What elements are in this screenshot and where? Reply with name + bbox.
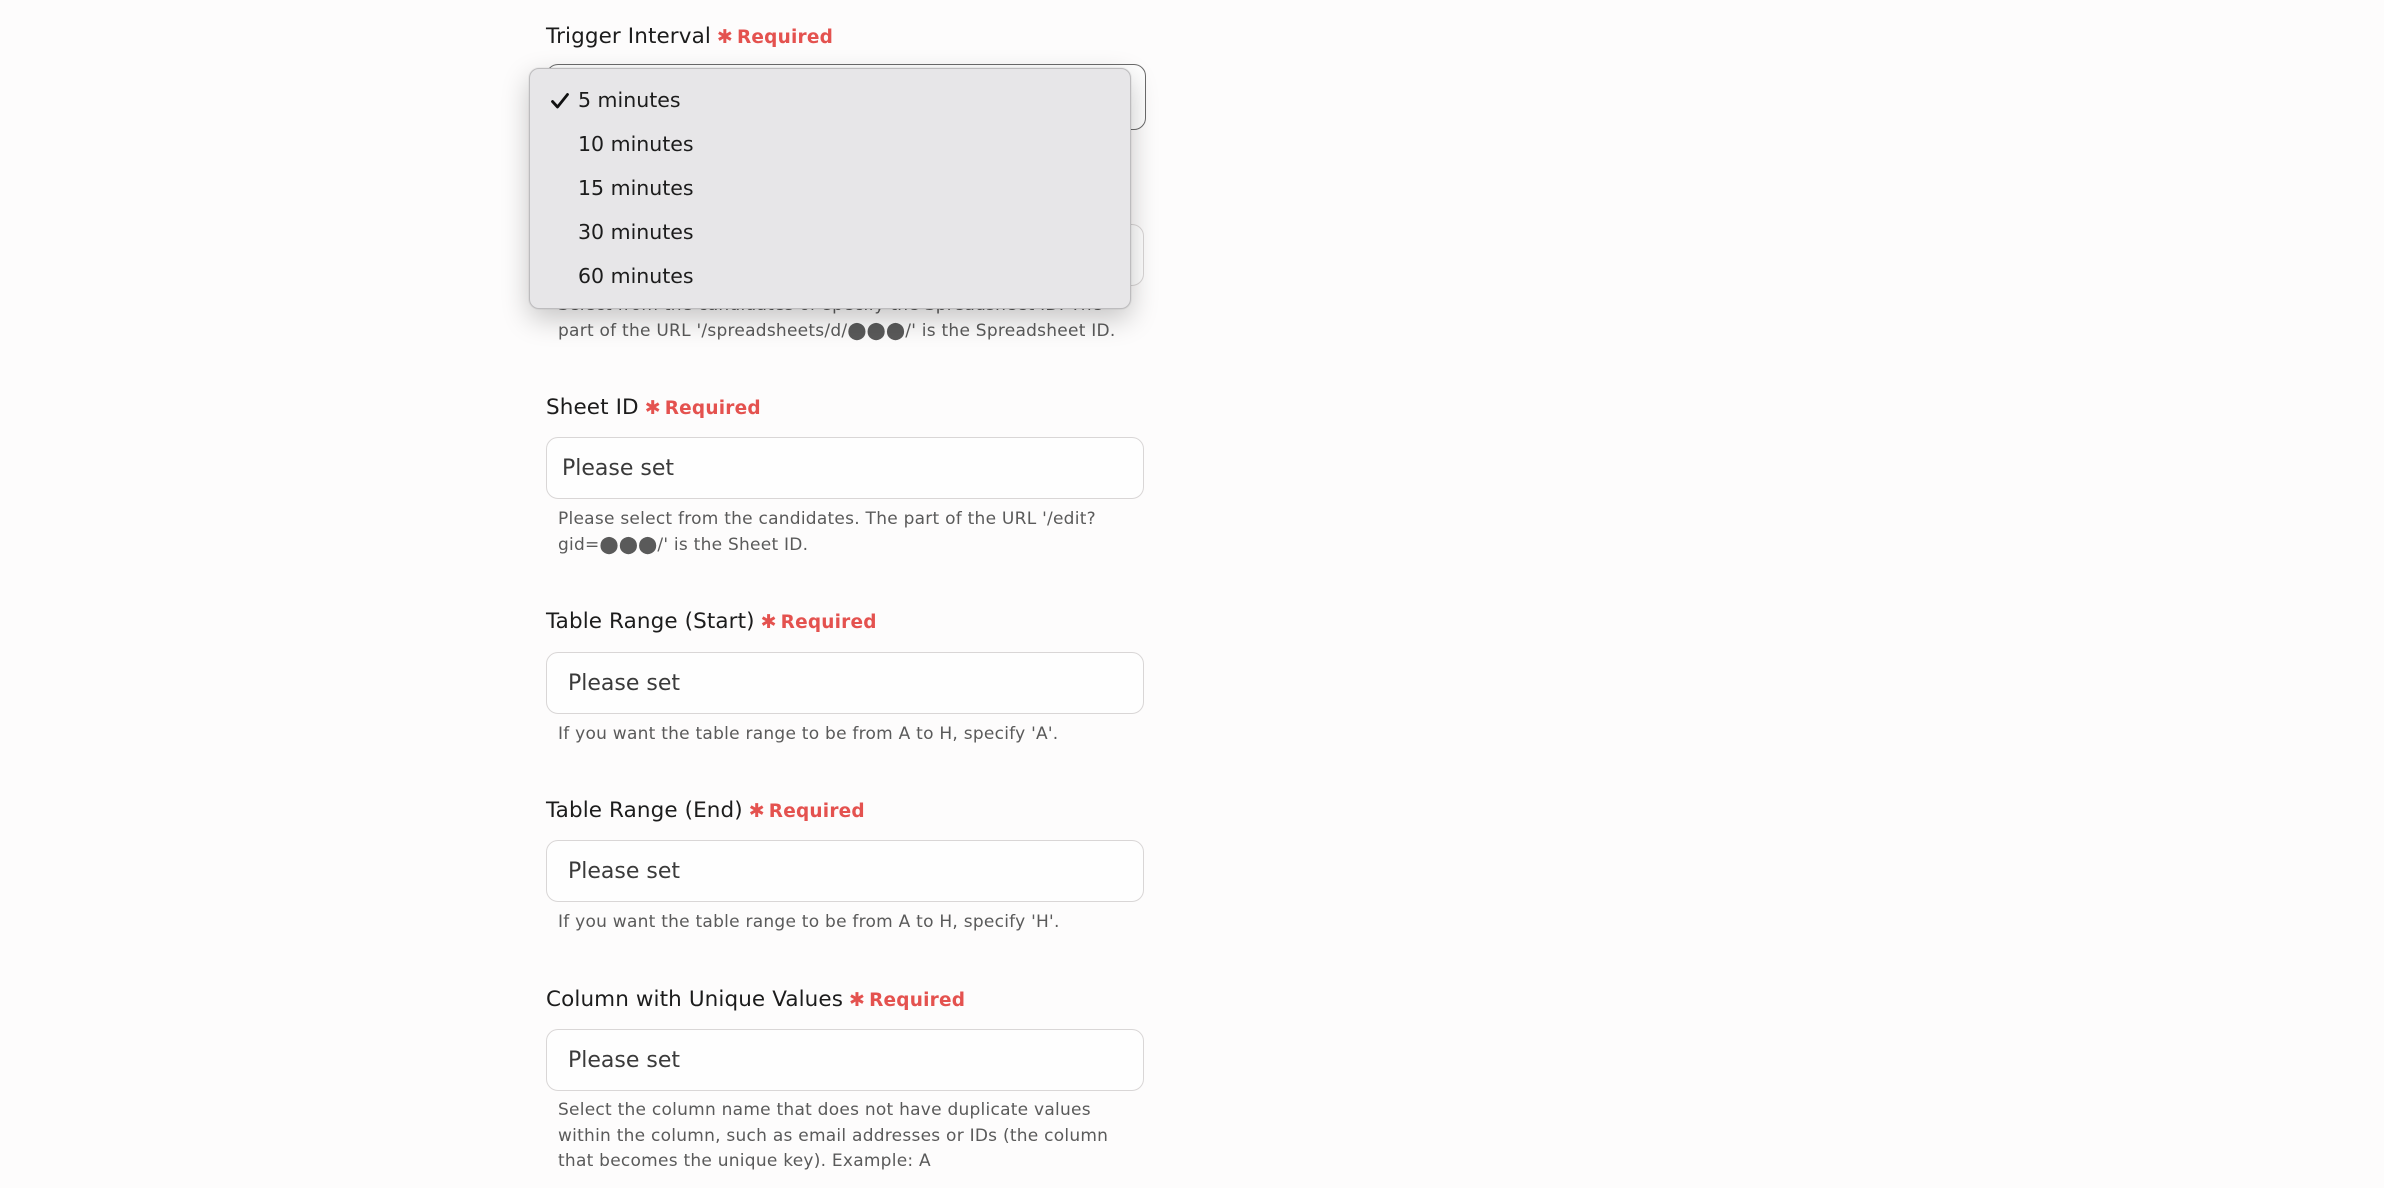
dropdown-option-label: 15 minutes [578,176,694,200]
dropdown-option-30-minutes[interactable] [530,210,1130,254]
required-tag: Required [664,398,761,419]
trigger-interval-label-text: Trigger Interval [546,24,711,49]
dropdown-option-15-minutes[interactable] [530,166,1130,210]
unique-column-placeholder: Please set [568,1048,681,1073]
dropdown-option-label: 5 minutes [578,88,681,112]
table-range-end-input[interactable] [546,840,1144,902]
unique-column-label-text: Column with Unique Values [546,987,844,1012]
required-asterisk-icon: ✱ [644,397,661,419]
dropdown-option-5-minutes[interactable] [530,78,1130,122]
table-range-end-help: If you want the table range to be from A to H, specify 'H'. [558,912,1060,932]
table-range-start-label-text: Table Range (Start) [546,609,755,634]
required-tag: Required [780,612,877,633]
dropdown-option-label: 10 minutes [578,132,694,156]
required-asterisk-icon: ✱ [849,989,866,1011]
table-range-end-label [546,796,865,827]
table-range-end-placeholder: Please set [568,859,681,884]
table-range-start-placeholder: Please set [568,671,681,696]
dropdown-option-label: 30 minutes [578,220,694,244]
dropdown-option-10-minutes[interactable] [530,122,1130,166]
table-range-end-label-text: Table Range (End) [546,798,743,823]
table-range-start-help: If you want the table range to be from A to H, specify 'A'. [558,724,1059,744]
required-asterisk-icon: ✱ [716,26,733,48]
spreadsheet-id-help: part of the URL '/spreadsheets/d/⬤⬤⬤/' is the Spreadsheet ID. [558,320,1116,341]
sheet-id-label [546,393,761,424]
table-range-start-label [546,607,877,638]
checkmark-icon [550,91,570,111]
required-asterisk-icon: ✱ [760,611,777,633]
trigger-interval-label [546,22,833,53]
unique-column-input[interactable] [546,1029,1144,1091]
required-tag: Required [869,990,966,1011]
sheet-id-help: Please select from the candidates. The part of the URL '/edit?gid=⬤⬤⬤/' is the Sheet ID. [558,509,1096,555]
sheet-id-input[interactable] [546,437,1144,499]
dropdown-option-60-minutes[interactable] [530,254,1130,298]
dropdown-option-label: 60 minutes [578,264,694,288]
sheet-id-label-text: Sheet ID [546,395,639,420]
unique-column-label [546,985,965,1016]
required-asterisk-icon: ✱ [748,800,765,822]
required-tag: Required [768,801,865,822]
trigger-interval-dropdown [529,68,1131,309]
table-range-start-input[interactable] [546,652,1144,714]
required-tag: Required [736,27,834,48]
unique-column-help: Select the column name that does not have duplicate values within the column, such as email addresses or IDs (the column that becomes the unique key). Example: A [558,1100,1109,1171]
sheet-id-placeholder: Please set [562,456,675,481]
